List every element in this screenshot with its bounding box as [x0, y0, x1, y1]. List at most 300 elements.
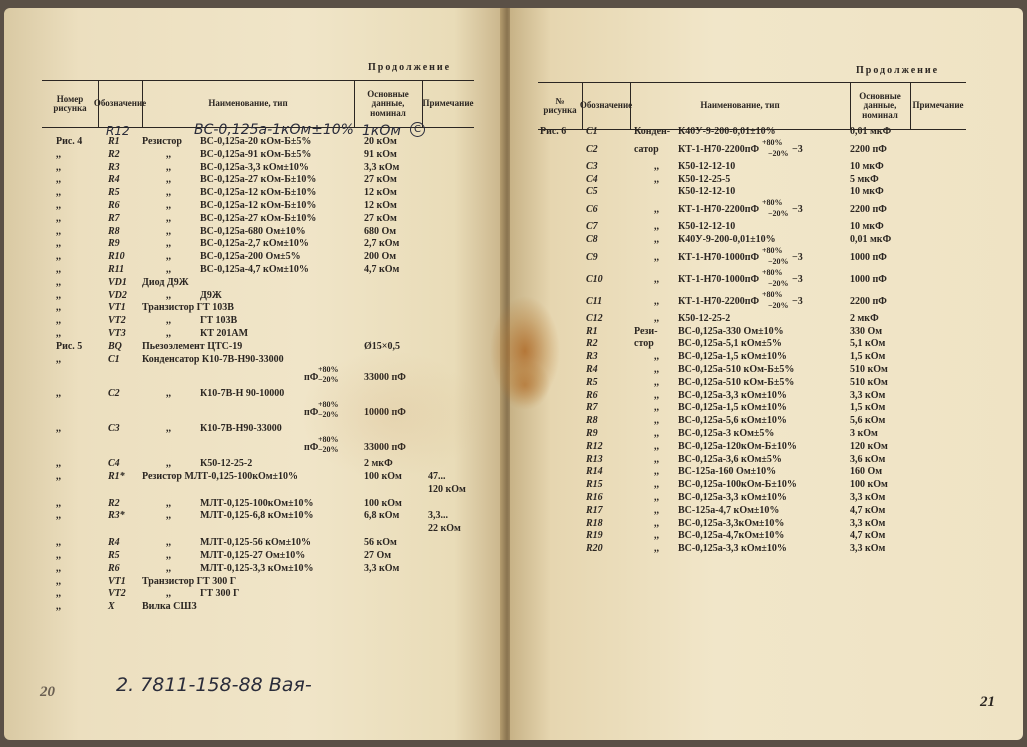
tolerance-plus: +80%: [318, 365, 339, 375]
row-designator: VT3: [108, 328, 126, 339]
handwritten-value: 1кОм: [362, 123, 401, 139]
header-cell: Номер рисунка: [53, 93, 87, 113]
row-type: ВС-0,125а-330 Ом±10%: [678, 325, 784, 337]
row-figure: ,,: [56, 200, 61, 211]
table-row: [538, 161, 966, 174]
header-cell: Обозначение: [93, 98, 147, 109]
row-designator: R1: [108, 136, 120, 147]
row-ditto: ,,: [654, 173, 659, 185]
column-divider: [142, 81, 143, 127]
row-ditto: ,,: [654, 479, 659, 491]
row-designator: C2: [108, 388, 120, 400]
row-designator: R5: [108, 187, 120, 199]
row-designator: C12: [586, 312, 603, 324]
tolerance-plus: +80%: [762, 267, 783, 277]
header-cell: Обозначение: [579, 100, 633, 111]
row-figure: ,,: [56, 289, 61, 301]
table-row: [42, 162, 474, 175]
table-row: [42, 251, 474, 264]
row-ditto: ,,: [654, 428, 659, 439]
row-figure: ,,: [56, 264, 61, 275]
column-divider: [582, 83, 583, 129]
row-category: Пьезоэлемент ЦТС-19: [142, 340, 243, 352]
right-page: [510, 8, 1023, 740]
header-cell: Основные данные, номинал: [367, 88, 409, 118]
row-designator: VT1: [108, 302, 126, 314]
column-divider: [354, 81, 355, 127]
table-row: [538, 351, 966, 364]
table-row: [42, 510, 474, 523]
tolerance-minus: −20%: [318, 375, 339, 385]
row-designator: C1: [586, 126, 598, 137]
row-value: 3,6 кОм: [850, 453, 886, 465]
table-row: [538, 441, 966, 454]
row-figure: ,,: [56, 601, 61, 613]
table-row: [538, 466, 966, 479]
row-value: 2200 пФ: [850, 295, 887, 307]
row-value: 680 Ом: [364, 225, 397, 237]
row-type: ВС-0,125а-3,3 кОм±10%: [678, 543, 787, 555]
row-category: Транзистор ГТ 103В: [142, 302, 234, 314]
row-ditto: ,,: [166, 458, 171, 469]
table-row: [538, 377, 966, 390]
row-unit: пФ: [304, 407, 319, 419]
column-divider: [850, 83, 851, 129]
row-designator: R9: [108, 238, 120, 250]
row-value: 2,7 кОм: [364, 238, 400, 250]
handwritten-ref: R12: [106, 124, 130, 138]
row-type: ВС-0,125а-510 кОм-Б±5%: [678, 364, 795, 375]
row-value: 0,01 мкФ: [850, 234, 892, 245]
row-ditto: ,,: [654, 415, 659, 427]
row-type: ВС-0,125а-1,5 кОм±10%: [678, 402, 787, 414]
row-designator: R20: [586, 543, 603, 555]
row-type: КТ-1-Н70-1000пФ: [678, 273, 760, 285]
row-type: К50-12-25-2: [200, 458, 253, 469]
table-row: [42, 484, 474, 498]
row-ditto: ,,: [166, 161, 171, 173]
row-value: 100 кОм: [850, 479, 888, 491]
row-ditto: ,,: [654, 251, 659, 263]
row-value: 3 кОм: [850, 428, 878, 439]
row-designator: C3: [108, 423, 120, 435]
row-designator: R9: [586, 428, 598, 439]
row-value: Ø15×0,5: [364, 340, 400, 352]
row-type: МЛТ-0,125-27 Ом±10%: [200, 550, 306, 561]
table-row: [538, 199, 966, 221]
row-type: МЛТ-0,125-3,3 кОм±10%: [200, 562, 314, 574]
table-row: [538, 139, 966, 161]
table-row: [42, 328, 474, 341]
row-figure: ,,: [56, 423, 61, 435]
row-value: 1,5 кОм: [850, 402, 886, 414]
row-designator: R8: [586, 415, 598, 427]
row-value: 5 мкФ: [850, 173, 879, 185]
row-value: 4,7 кОм: [850, 504, 886, 516]
row-type: ВС-0,125а-510 кОм-Б±5%: [678, 376, 795, 388]
row-designator: R3: [586, 351, 598, 363]
tolerance-plus: +80%: [318, 435, 339, 444]
row-unit: пФ: [304, 442, 319, 453]
table-row: [42, 315, 474, 328]
row-ditto: ,,: [654, 504, 659, 516]
row-value: 10000 пФ: [364, 407, 406, 419]
row-category: Конден-: [634, 126, 671, 137]
row-figure: ,,: [56, 328, 61, 339]
table-row: [538, 543, 966, 556]
column-divider: [910, 83, 911, 129]
row-designator: C10: [586, 273, 603, 285]
row-type: ВС-0,125а-3,6 кОм±5%: [678, 453, 782, 465]
row-note: 3,3...: [428, 510, 448, 522]
row-ditto: ,,: [166, 537, 171, 549]
row-ditto: ,,: [166, 510, 171, 522]
table-row: [42, 523, 474, 537]
row-value: 4,7 кОм: [850, 530, 886, 542]
table-row: [538, 313, 966, 326]
row-value: 3,3 кОм: [364, 161, 400, 173]
row-type: МЛТ-0,125-100кОм±10%: [200, 497, 314, 509]
row-value: 10 мкФ: [850, 186, 884, 198]
table-row: [42, 302, 474, 315]
row-category: Вилка СШЗ: [142, 601, 197, 613]
row-designator: BQ: [108, 340, 122, 352]
row-value: 20 кОм: [364, 136, 397, 147]
row-figure: ,,: [56, 225, 61, 237]
table-row: [538, 505, 966, 518]
row-category: Транзистор ГТ 300 Г: [142, 575, 237, 587]
row-ditto: ,,: [654, 402, 659, 414]
table-row: [538, 390, 966, 403]
row-designator: C11: [586, 295, 603, 307]
row-value: 5,6 кОм: [850, 415, 886, 427]
row-designator: R13: [586, 453, 603, 465]
table-row: [538, 221, 966, 234]
row-note: 120 кОм: [428, 483, 466, 495]
row-designator: R16: [586, 492, 603, 503]
row-designator: R7: [108, 212, 120, 224]
row-type: К10-7В-Н 90-10000: [200, 388, 285, 400]
row-value: 100 кОм: [364, 470, 402, 482]
continuation-label: Продолжение: [856, 65, 940, 76]
row-designator: C1: [108, 353, 120, 365]
table-row: [42, 213, 474, 226]
row-category: Диод Д9Ж: [142, 276, 189, 288]
table-row: [42, 187, 474, 200]
table-row: [42, 277, 474, 290]
row-figure: ,,: [56, 187, 61, 199]
table-row: [42, 601, 474, 614]
row-figure: Рис. 6: [540, 126, 567, 137]
row-designator: R2: [108, 497, 120, 509]
row-figure: ,,: [56, 353, 61, 365]
row-type: Д9Ж: [200, 289, 222, 301]
row-figure: ,,: [56, 470, 61, 482]
row-ditto: ,,: [166, 264, 171, 275]
row-type: КТ-1-Н70-1000пФ: [678, 251, 760, 263]
row-type: ВС-0,125а-4,7кОм±10%: [678, 530, 785, 542]
row-type: КТ-1-Н70-2200пФ: [678, 204, 760, 216]
row-value: 100 кОм: [364, 497, 402, 509]
tolerance-plus: +80%: [762, 289, 783, 299]
row-designator: VT1: [108, 575, 126, 587]
row-ditto: ,,: [654, 204, 659, 216]
row-type: ВС-0,125а-3,3кОм±10%: [678, 517, 785, 529]
row-designator: R15: [586, 479, 603, 491]
row-type: К40У-9-200-0,01±10%: [678, 126, 776, 137]
row-ditto: ,,: [166, 550, 171, 561]
row-note: 47...: [428, 470, 446, 482]
row-designator: C5: [586, 186, 598, 198]
page-number: 20: [40, 684, 55, 700]
row-value: 0,01 мкФ: [850, 126, 892, 137]
row-figure: ,,: [56, 537, 61, 549]
row-value: 160 Ом: [850, 466, 883, 478]
row-designator: VT2: [108, 588, 126, 600]
row-designator: C9: [586, 251, 598, 263]
table-row: [42, 563, 474, 576]
header-cell: Наименование, тип: [208, 98, 288, 109]
row-type: К50-12-12-10: [678, 186, 736, 198]
row-ditto: ,,: [166, 315, 171, 327]
row-ditto: ,,: [654, 389, 659, 401]
row-designator: R1: [586, 325, 598, 337]
row-designator: R2: [586, 338, 598, 350]
row-type: ВС-0,125а-91 кОм-Б±5%: [200, 148, 312, 160]
row-ditto: ,,: [654, 295, 659, 307]
row-ditto: ,,: [654, 234, 659, 245]
row-value: 200 Ом: [364, 251, 397, 263]
table-row: [42, 290, 474, 303]
row-ditto: ,,: [166, 289, 171, 301]
row-figure: ,,: [56, 575, 61, 587]
row-designator: R6: [586, 389, 598, 401]
table-row: [42, 149, 474, 162]
handwritten-note: 2. 7811-158-88 Вая-: [116, 674, 312, 696]
row-designator: R3: [108, 161, 120, 173]
row-type: ВС-0,125а-12 кОм-Б±10%: [200, 200, 317, 211]
table-row: [538, 326, 966, 339]
row-designator: C7: [586, 221, 598, 233]
row-value: 27 кОм: [364, 174, 397, 186]
row-value: 3,3 кОм: [850, 517, 886, 529]
row-category: стор: [634, 338, 654, 350]
tolerance-plus: +80%: [762, 245, 783, 255]
table-row: [42, 174, 474, 187]
row-figure: ,,: [56, 550, 61, 561]
row-value: 1,5 кОм: [850, 351, 886, 363]
row-type: МЛТ-0,125-56 кОм±10%: [200, 537, 312, 549]
row-ditto: ,,: [654, 530, 659, 542]
row-suffix: −3: [792, 295, 803, 307]
water-stain: [300, 350, 480, 480]
table-row: [42, 550, 474, 563]
column-divider: [422, 81, 423, 127]
row-designator: R10: [108, 251, 125, 263]
row-ditto: ,,: [166, 251, 171, 263]
row-figure: ,,: [56, 174, 61, 186]
row-suffix: −3: [792, 273, 803, 285]
row-value: 3,3 кОм: [850, 389, 886, 401]
row-category: Рези-: [634, 325, 658, 337]
row-ditto: ,,: [654, 273, 659, 285]
header-cell: Основные данные, номинал: [859, 90, 901, 120]
table-row: [42, 576, 474, 589]
row-designator: C3: [586, 160, 598, 172]
row-figure: Рис. 4: [56, 136, 83, 147]
row-designator: R12: [586, 440, 603, 452]
table-row: [538, 234, 966, 247]
row-figure: ,,: [56, 302, 61, 314]
row-suffix: −3: [792, 143, 803, 155]
row-designator: VD1: [108, 276, 127, 288]
row-figure: ,,: [56, 588, 61, 600]
table-row: [538, 269, 966, 291]
row-ditto: ,,: [654, 312, 659, 324]
row-figure: ,,: [56, 562, 61, 574]
row-designator: R1*: [108, 470, 125, 482]
row-type: ВС-0,125а-3 кОм±5%: [678, 428, 775, 439]
row-ditto: ,,: [166, 187, 171, 199]
table-row: [538, 174, 966, 187]
row-value: 1000 пФ: [850, 273, 887, 285]
table-row: [538, 479, 966, 492]
row-figure: Рис. 5: [56, 340, 83, 352]
table-row: [538, 518, 966, 531]
row-type: ВС-0,125а-5,6 кОм±10%: [678, 415, 787, 427]
row-ditto: ,,: [166, 562, 171, 574]
row-type: К50-12-25-2: [678, 312, 731, 324]
row-ditto: ,,: [654, 160, 659, 172]
tolerance-plus: +80%: [762, 137, 783, 147]
row-type: К50-12-25-5: [678, 173, 731, 185]
table-row: [42, 264, 474, 277]
table-row: [538, 364, 966, 377]
row-ditto: ,,: [654, 221, 659, 233]
row-type: ВС-0,125а-12 кОм-Б±10%: [200, 187, 317, 199]
table-row: [538, 428, 966, 441]
row-value: 2200 пФ: [850, 143, 887, 155]
row-category: Резистор МЛТ-0,125-100кОм±10%: [142, 470, 299, 482]
row-designator: R14: [586, 466, 603, 478]
row-type: ВС-0,125а-3,3 кОм±10%: [678, 492, 787, 503]
table-row: [538, 126, 966, 139]
row-category: сатор: [634, 143, 659, 155]
row-designator: R18: [586, 517, 603, 529]
header-cell: Примечание: [912, 100, 964, 111]
header-cell: Примечание: [422, 98, 474, 109]
table-row: [42, 226, 474, 239]
row-ditto: ,,: [654, 351, 659, 363]
tolerance-minus: −20%: [318, 445, 339, 454]
row-designator: C8: [586, 234, 598, 245]
row-type: ВС-0,125а-1,5 кОм±10%: [678, 351, 787, 363]
column-divider: [630, 83, 631, 129]
row-ditto: ,,: [166, 588, 171, 600]
row-value: 2 мкФ: [850, 312, 879, 324]
row-ditto: ,,: [166, 423, 171, 435]
row-value: 510 кОм: [850, 364, 888, 375]
row-value: 4,7 кОм: [364, 264, 400, 275]
row-type: ВС-0,125а-680 Ом±10%: [200, 225, 306, 237]
row-type: ВС-125а-4,7 кОм±10%: [678, 504, 780, 516]
row-value: 3,3 кОм: [850, 492, 886, 503]
row-value: 3,3 кОм: [850, 543, 886, 555]
row-ditto: ,,: [654, 543, 659, 555]
row-figure: ,,: [56, 212, 61, 224]
row-type: КТ-1-Н70-2200пФ: [678, 143, 760, 155]
row-suffix: −3: [792, 251, 803, 263]
tolerance-minus: −20%: [318, 410, 339, 420]
tolerance-minus: −20%: [768, 278, 789, 288]
row-value: 10 мкФ: [850, 160, 884, 172]
table-header: [538, 82, 966, 130]
row-type: К40У-9-200-0,01±10%: [678, 234, 776, 245]
table-row: [538, 402, 966, 415]
row-unit: пФ: [304, 372, 319, 384]
row-value: 12 кОм: [364, 187, 397, 199]
row-ditto: ,,: [166, 174, 171, 186]
row-value: 2200 пФ: [850, 204, 887, 216]
row-type: ВС-0,125а-2,7 кОм±10%: [200, 238, 309, 250]
row-type: ВС-0,125а-100кОм-Б±10%: [678, 479, 797, 491]
row-designator: R2: [108, 148, 120, 160]
tolerance-minus: −20%: [768, 300, 789, 310]
row-type: ВС-0,125а-4,7 кОм±10%: [200, 264, 309, 275]
row-value: 27 кОм: [364, 212, 397, 224]
row-ditto: ,,: [166, 497, 171, 509]
row-ditto: ,,: [166, 388, 171, 400]
row-value: 5,1 кОм: [850, 338, 886, 350]
row-designator: C2: [586, 143, 598, 155]
row-figure: ,,: [56, 276, 61, 288]
table-row: [538, 186, 966, 199]
row-designator: R17: [586, 504, 603, 516]
row-value: 91 кОм: [364, 148, 397, 160]
row-ditto: ,,: [654, 364, 659, 375]
row-value: 330 Ом: [850, 325, 883, 337]
row-type: ВС-0,125а-120кОм-Б±10%: [678, 440, 797, 452]
row-value: 27 Ом: [364, 550, 392, 561]
row-figure: ,,: [56, 510, 61, 522]
row-type: К50-12-12-10: [678, 221, 736, 233]
row-value: 1000 пФ: [850, 251, 887, 263]
handwritten-entry: ВС-0,125а-1кОм±10%: [194, 122, 354, 138]
row-type: К10-7В-Н90-33000: [200, 423, 282, 435]
table-row: [538, 415, 966, 428]
table-row: [538, 291, 966, 313]
row-suffix: −3: [792, 204, 803, 216]
tolerance-minus: −20%: [768, 256, 789, 266]
row-type: ВС-0,125а-3,3 кОм±10%: [200, 161, 309, 173]
row-type: ГТ 300 Г: [200, 588, 240, 600]
row-designator: R4: [108, 174, 120, 186]
row-type: К50-12-12-10: [678, 160, 736, 172]
row-designator: VD2: [108, 289, 127, 301]
row-ditto: ,,: [654, 492, 659, 503]
row-ditto: ,,: [654, 453, 659, 465]
row-ditto: ,,: [166, 148, 171, 160]
row-ditto: ,,: [166, 212, 171, 224]
table-row: [42, 537, 474, 550]
table-row: [538, 492, 966, 505]
row-type: КТ 201АМ: [200, 328, 249, 339]
row-value: 56 кОм: [364, 537, 397, 549]
row-value: 120 кОм: [850, 440, 888, 452]
row-figure: ,,: [56, 388, 61, 400]
row-designator: R7: [586, 402, 598, 414]
row-ditto: ,,: [166, 225, 171, 237]
